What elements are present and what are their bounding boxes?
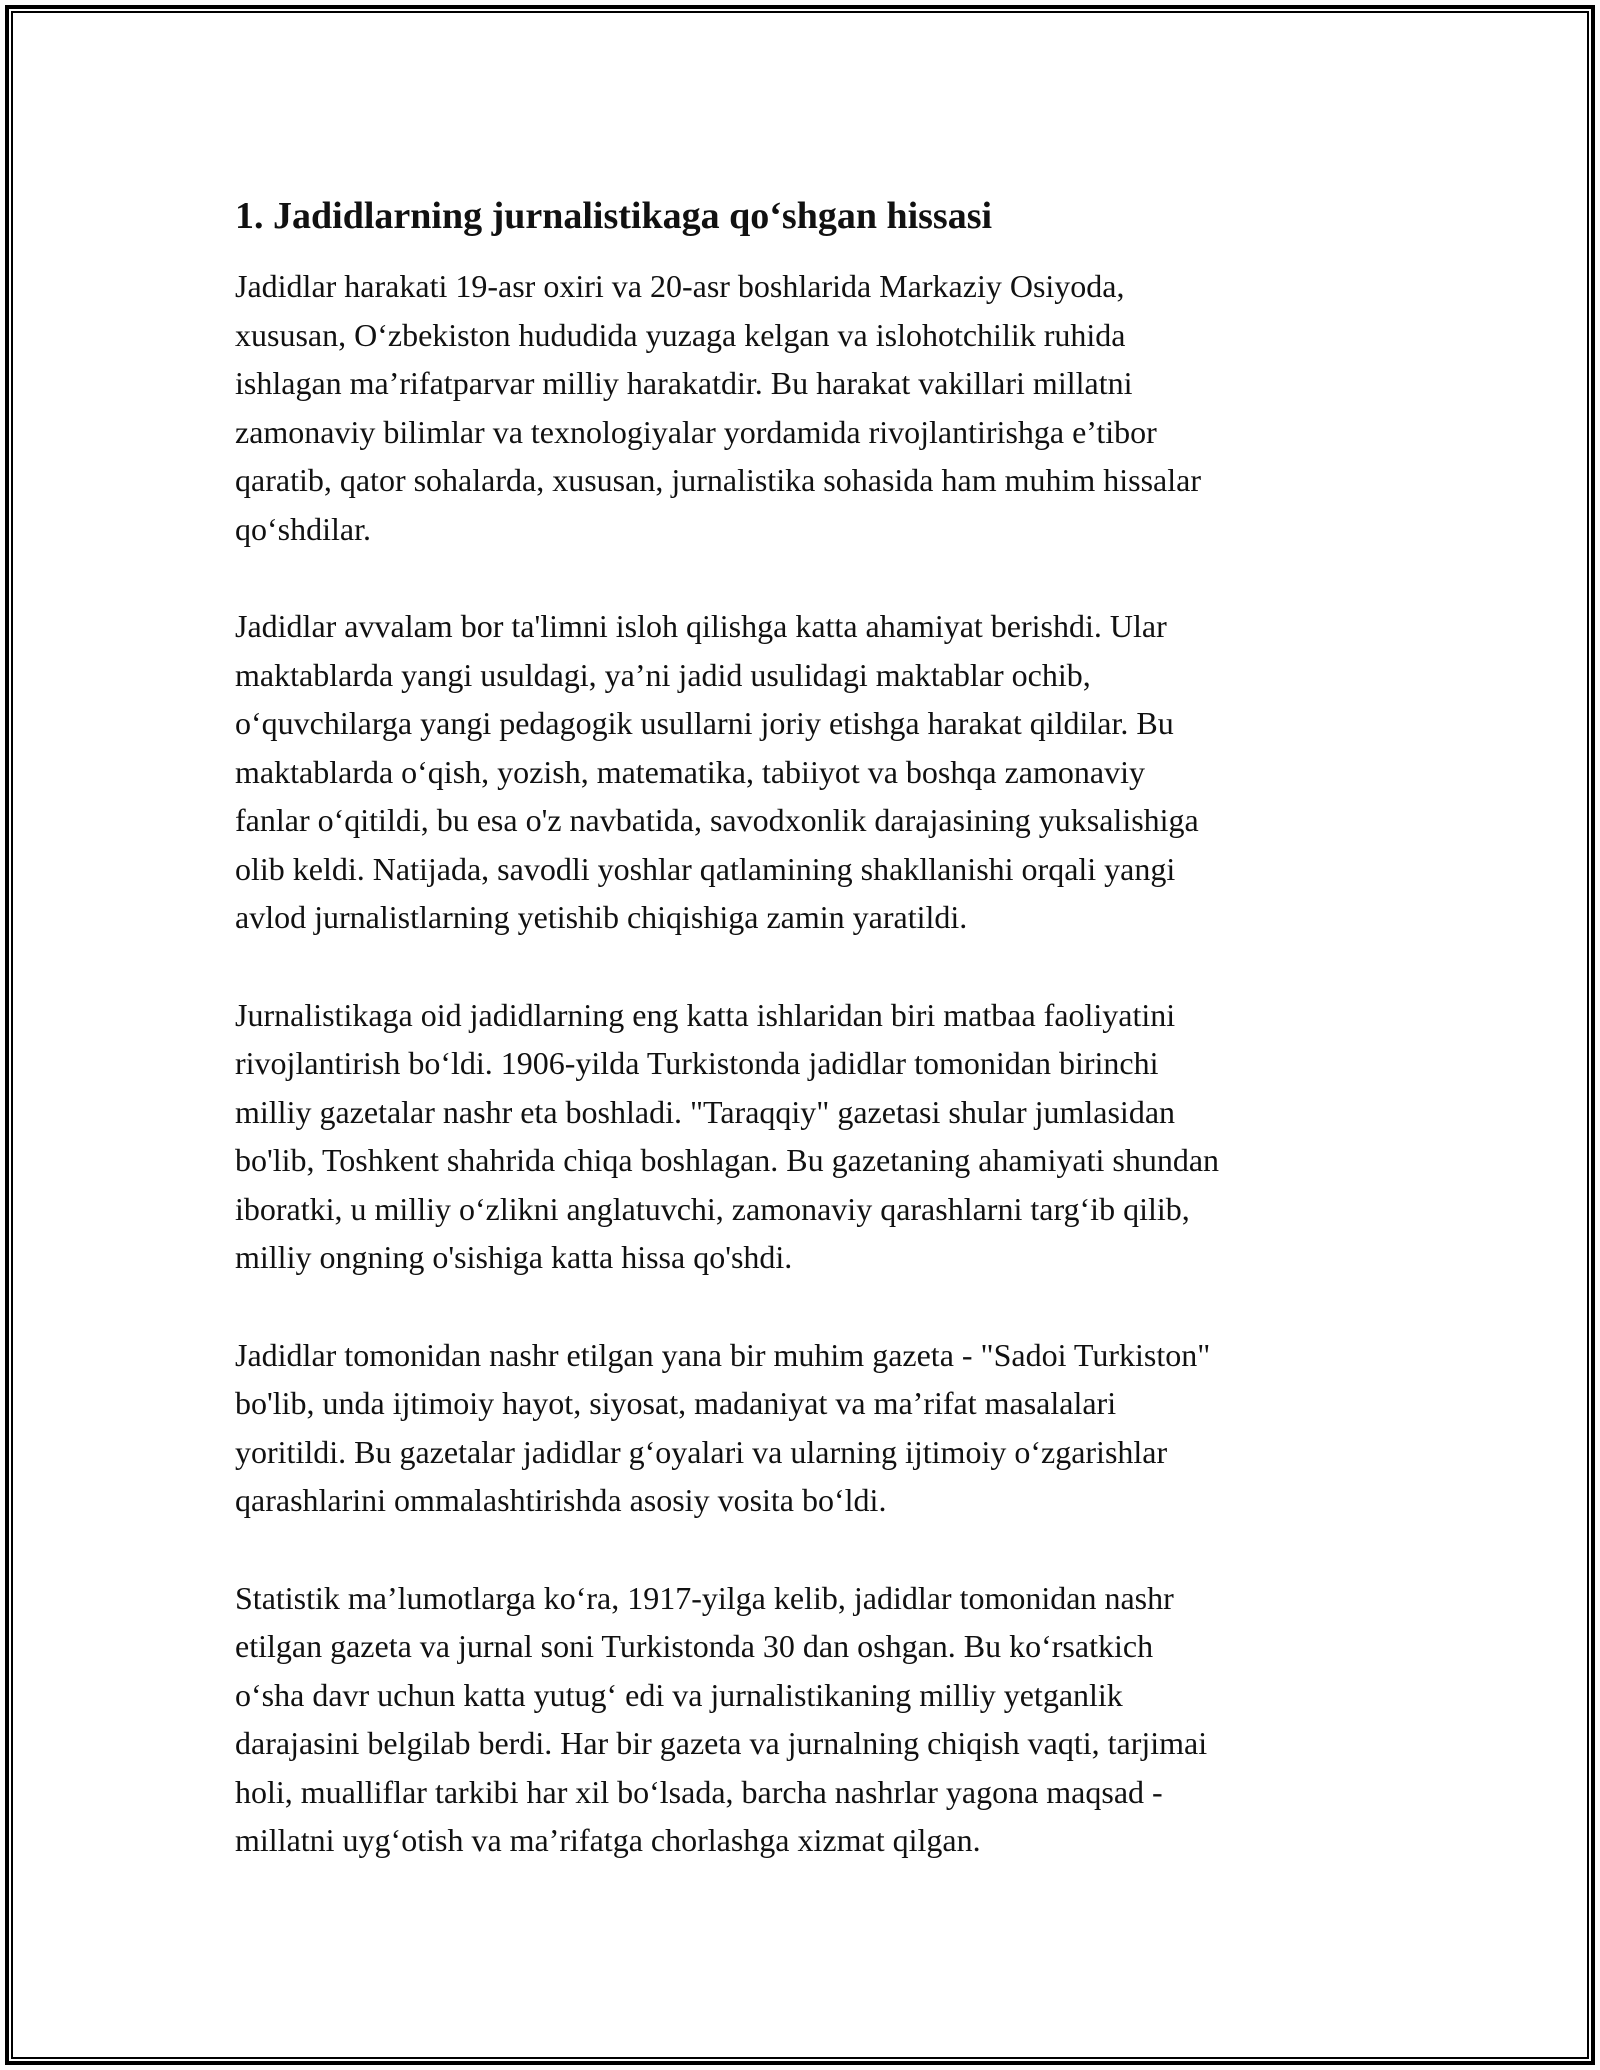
- paragraph-intro: Jadidlar harakati 19-asr oxiri va 20-asr boshlarida Markaziy Osiyoda, xususan, O‘zbekiston hududida yuzaga kelgan va islohotchilik ruhida ishlagan ma’rifatparvar milliy harakatdir. Bu harakat vakillari millatni zamonaviy bilimlar va texnologiyalar yordamida rivojlantirishga e’tibor qaratib, qator sohalarda, xususan, jurnalistika sohasida ham muhim hissalar qo‘shdilar.: [235, 268, 1201, 547]
- section-heading: 1. Jadidlarning jurnalistikaga qo‘shgan hissasi: [235, 195, 993, 237]
- paragraph-statistics: Statistik ma’lumotlarga ko‘ra, 1917-yilga kelib, jadidlar tomonidan nashr etilgan gazeta va jurnal soni Turkistonda 30 dan oshgan. Bu ko‘rsatkich o‘sha davr uchun katta yutug‘ edi va jurnalistikaning milliy yetganlik darajasini belgilab berdi. Har bir gazeta va jurnalning chiqish vaqti, tarjimai holi, mualliflar tarkibi har xil bo‘lsada, barcha nashrlar yagona maqsad - millatni uyg‘otish va ma’rifatga chorlashga xizmat qilgan.: [235, 1579, 1208, 1858]
- paragraph-press: Jurnalistikaga oid jadidlarning eng katta ishlaridan biri matbaa faoliyatini rivojlantirish bo‘ldi. 1906-yilda Turkistonda jadidlar tomonidan birinchi milliy gazetalar nashr eta boshladi. "Taraqqiy" gazetasi shular jumlasidan bo'lib, Toshkent shahrida chiqa boshlagan. Bu gazetaning ahamiyati shundan iboratki, u milliy o‘zlikni anglatuvchi, zamonaviy qarashlarni targ‘ib qilib, milliy ongning o'sishiga katta hissa qo'shdi.: [235, 996, 1220, 1275]
- paragraph-sadoi-turkiston: Jadidlar tomonidan nashr etilgan yana bir muhim gazeta - "Sadoi Turkiston" bo'lib, unda ijtimoiy hayot, siyosat, madaniyat va ma’rifat masalalari yoritildi. Bu gazetalar jadidlar g‘oyalari va ularning ijtimoiy o‘zgarishlar qarashlarini ommalashtirishda asosiy vosita bo‘ldi.: [235, 1336, 1211, 1518]
- paragraph-education: Jadidlar avvalam bor ta'limni isloh qilishga katta ahamiyat berishdi. Ular maktablarda yangi usuldagi, ya’ni jadid usulidagi maktablar ochib, o‘quvchilarga yangi pedagogik usullarni joriy etishga harakat qildilar. Bu maktablarda o‘qish, yozish, matematika, tabiiyot va boshqa zamonaviy fanlar o‘qitildi, bu esa o'z navbatida, savodxonlik darajasining yuksalishiga olib keldi. Natijada, savodli yoshlar qatlamining shakllanishi orqali yangi avlod jurnalistlarning yetishib chiqishiga zamin yaratildi.: [235, 608, 1199, 935]
- document-page: [235, 188, 1385, 1914]
